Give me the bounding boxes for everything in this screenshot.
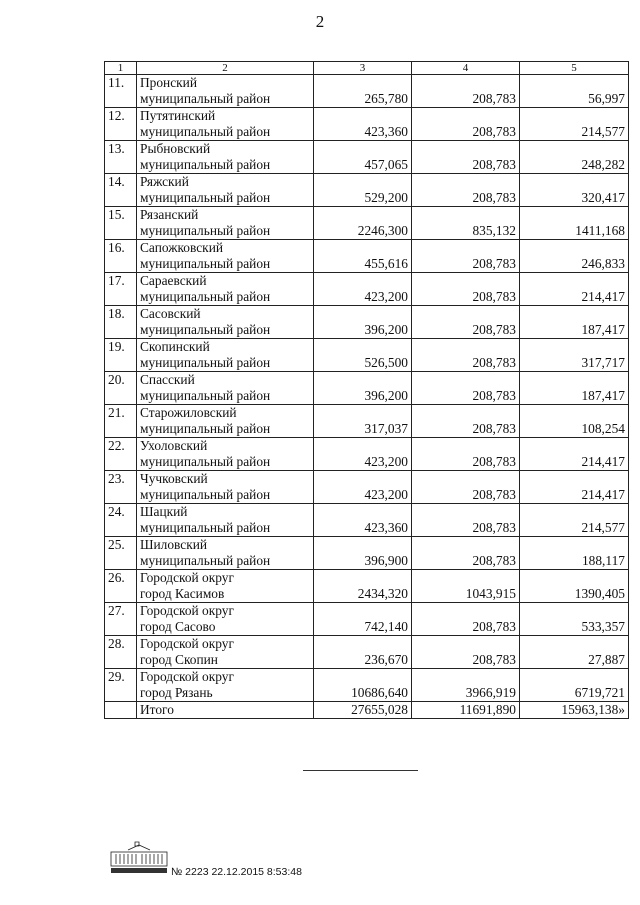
row-name bbox=[137, 504, 314, 537]
row-value-col5: 6719,721 bbox=[520, 669, 629, 702]
row-value-col4: 208,783 bbox=[412, 372, 520, 405]
row-value-col3: 423,200 bbox=[314, 438, 412, 471]
row-name-line-1: Городской округ bbox=[140, 570, 234, 585]
row-name-line-1: Сасовский bbox=[140, 306, 201, 321]
row-value-col3: 529,200 bbox=[314, 174, 412, 207]
row-value-col5: 320,417 bbox=[520, 174, 629, 207]
row-name bbox=[137, 174, 314, 207]
row-name-line-1: Скопинский bbox=[140, 339, 210, 354]
row-value-col4: 208,783 bbox=[412, 405, 520, 438]
row-number: 27. bbox=[105, 603, 137, 636]
table-row bbox=[105, 603, 629, 636]
row-value-col4: 208,783 bbox=[412, 306, 520, 339]
table-row bbox=[105, 174, 629, 207]
row-number: 25. bbox=[105, 537, 137, 570]
row-name-line-2: муниципальный район bbox=[140, 223, 271, 238]
row-number: 26. bbox=[105, 570, 137, 603]
row-name-line-2: муниципальный район bbox=[140, 256, 271, 271]
header-cell-5: 5 bbox=[520, 62, 629, 75]
row-value-col3: 423,200 bbox=[314, 273, 412, 306]
row-value-col5: 214,417 bbox=[520, 438, 629, 471]
table-row bbox=[105, 471, 629, 504]
row-name-line-2: муниципальный район bbox=[140, 190, 271, 205]
row-name-line-2: город Сасово bbox=[140, 619, 216, 634]
row-name-line-2: муниципальный район bbox=[140, 322, 271, 337]
row-name bbox=[137, 372, 314, 405]
row-name bbox=[137, 207, 314, 240]
row-name-line-1: Пронский bbox=[140, 75, 198, 90]
row-value-col5: 188,117 bbox=[520, 537, 629, 570]
row-name-line-1: Сапожковский bbox=[140, 240, 224, 255]
row-name-line-2: муниципальный район bbox=[140, 454, 271, 469]
total-value-col3: 27655,028 bbox=[314, 702, 412, 719]
total-label: Итого bbox=[137, 702, 314, 719]
table-body bbox=[105, 62, 629, 719]
row-value-col3: 526,500 bbox=[314, 339, 412, 372]
row-name-line-1: Ухоловский bbox=[140, 438, 208, 453]
table-row bbox=[105, 339, 629, 372]
total-row-number bbox=[105, 702, 137, 719]
row-value-col3: 455,616 bbox=[314, 240, 412, 273]
row-name bbox=[137, 339, 314, 372]
row-value-col3: 396,200 bbox=[314, 306, 412, 339]
row-value-col5: 27,887 bbox=[520, 636, 629, 669]
row-value-col3: 317,037 bbox=[314, 405, 412, 438]
row-value-col4: 208,783 bbox=[412, 141, 520, 174]
table-row bbox=[105, 537, 629, 570]
row-value-col4: 208,783 bbox=[412, 174, 520, 207]
row-name-line-2: муниципальный район bbox=[140, 157, 271, 172]
table-row bbox=[105, 405, 629, 438]
row-name-line-1: Старожиловский bbox=[140, 405, 237, 420]
row-value-col3: 10686,640 bbox=[314, 669, 412, 702]
registration-stamp: № 2223 22.12.2015 8:53:48 bbox=[171, 866, 302, 878]
row-name-line-2: город Рязань bbox=[140, 685, 213, 700]
table-row bbox=[105, 504, 629, 537]
total-value-col5: 15963,138» bbox=[520, 702, 629, 719]
row-value-col3: 457,065 bbox=[314, 141, 412, 174]
row-name-line-1: Ряжский bbox=[140, 174, 189, 189]
row-number: 12. bbox=[105, 108, 137, 141]
row-value-col5: 1390,405 bbox=[520, 570, 629, 603]
row-name-line-2: муниципальный район bbox=[140, 124, 271, 139]
table-row bbox=[105, 636, 629, 669]
row-value-col3: 742,140 bbox=[314, 603, 412, 636]
header-cell-1: 1 bbox=[105, 62, 137, 75]
table-row bbox=[105, 669, 629, 702]
row-value-col5: 248,282 bbox=[520, 141, 629, 174]
total-row bbox=[105, 702, 629, 719]
table-header-row bbox=[105, 62, 629, 75]
table-row bbox=[105, 141, 629, 174]
row-name-line-1: Городской округ bbox=[140, 636, 234, 651]
row-name bbox=[137, 273, 314, 306]
row-number: 22. bbox=[105, 438, 137, 471]
table-row bbox=[105, 207, 629, 240]
row-name-line-1: Рязанский bbox=[140, 207, 199, 222]
row-value-col4: 835,132 bbox=[412, 207, 520, 240]
row-name-line-2: муниципальный район bbox=[140, 520, 271, 535]
row-name bbox=[137, 306, 314, 339]
row-value-col5: 214,417 bbox=[520, 471, 629, 504]
row-name bbox=[137, 75, 314, 108]
table-row bbox=[105, 570, 629, 603]
row-name bbox=[137, 603, 314, 636]
row-name-line-2: город Касимов bbox=[140, 586, 225, 601]
row-name-line-1: Сараевский bbox=[140, 273, 207, 288]
row-name-line-2: муниципальный район bbox=[140, 487, 271, 502]
row-value-col3: 423,360 bbox=[314, 108, 412, 141]
row-number: 20. bbox=[105, 372, 137, 405]
row-name-line-2: муниципальный район bbox=[140, 91, 271, 106]
row-value-col4: 208,783 bbox=[412, 75, 520, 108]
row-value-col4: 208,783 bbox=[412, 504, 520, 537]
row-value-col5: 214,577 bbox=[520, 504, 629, 537]
row-name-line-1: Городской округ bbox=[140, 603, 234, 618]
row-value-col4: 208,783 bbox=[412, 471, 520, 504]
row-value-col4: 208,783 bbox=[412, 636, 520, 669]
row-value-col5: 187,417 bbox=[520, 306, 629, 339]
row-value-col3: 423,360 bbox=[314, 504, 412, 537]
row-value-col5: 214,577 bbox=[520, 108, 629, 141]
table-row bbox=[105, 273, 629, 306]
row-number: 13. bbox=[105, 141, 137, 174]
building-seal-icon bbox=[108, 840, 170, 876]
signature-divider-line bbox=[303, 770, 418, 771]
row-value-col5: 187,417 bbox=[520, 372, 629, 405]
row-value-col3: 2434,320 bbox=[314, 570, 412, 603]
table-row bbox=[105, 306, 629, 339]
row-name bbox=[137, 240, 314, 273]
row-name-line-1: Шацкий bbox=[140, 504, 188, 519]
row-name bbox=[137, 570, 314, 603]
row-number: 18. bbox=[105, 306, 137, 339]
header-cell-4: 4 bbox=[412, 62, 520, 75]
row-number: 17. bbox=[105, 273, 137, 306]
row-value-col5: 214,417 bbox=[520, 273, 629, 306]
row-value-col3: 396,900 bbox=[314, 537, 412, 570]
row-name bbox=[137, 636, 314, 669]
row-value-col3: 236,670 bbox=[314, 636, 412, 669]
row-value-col4: 208,783 bbox=[412, 603, 520, 636]
row-name bbox=[137, 537, 314, 570]
row-value-col4: 1043,915 bbox=[412, 570, 520, 603]
row-number: 29. bbox=[105, 669, 137, 702]
row-value-col5: 317,717 bbox=[520, 339, 629, 372]
row-name-line-2: муниципальный район bbox=[140, 421, 271, 436]
row-number: 23. bbox=[105, 471, 137, 504]
table-row bbox=[105, 240, 629, 273]
row-value-col4: 208,783 bbox=[412, 108, 520, 141]
row-name-line-1: Рыбновский bbox=[140, 141, 211, 156]
row-name bbox=[137, 471, 314, 504]
row-value-col3: 265,780 bbox=[314, 75, 412, 108]
row-value-col4: 208,783 bbox=[412, 339, 520, 372]
row-value-col5: 56,997 bbox=[520, 75, 629, 108]
row-name bbox=[137, 438, 314, 471]
row-name bbox=[137, 108, 314, 141]
row-value-col3: 396,200 bbox=[314, 372, 412, 405]
header-cell-3: 3 bbox=[314, 62, 412, 75]
row-name-line-1: Путятинский bbox=[140, 108, 216, 123]
row-number: 16. bbox=[105, 240, 137, 273]
row-value-col5: 246,833 bbox=[520, 240, 629, 273]
table-row bbox=[105, 372, 629, 405]
row-name bbox=[137, 405, 314, 438]
row-name-line-2: муниципальный район bbox=[140, 553, 271, 568]
row-number: 21. bbox=[105, 405, 137, 438]
row-name-line-1: Чучковский bbox=[140, 471, 208, 486]
row-number: 19. bbox=[105, 339, 137, 372]
row-value-col5: 533,357 bbox=[520, 603, 629, 636]
header-cell-2: 2 bbox=[137, 62, 314, 75]
allocation-table bbox=[104, 61, 629, 719]
page-number: 2 bbox=[315, 12, 325, 31]
row-name bbox=[137, 669, 314, 702]
row-value-col4: 208,783 bbox=[412, 240, 520, 273]
row-value-col4: 208,783 bbox=[412, 537, 520, 570]
table-row bbox=[105, 108, 629, 141]
row-name-line-2: муниципальный район bbox=[140, 289, 271, 304]
row-number: 28. bbox=[105, 636, 137, 669]
row-name-line-2: муниципальный район bbox=[140, 355, 271, 370]
row-number: 15. bbox=[105, 207, 137, 240]
row-name-line-1: Городской округ bbox=[140, 669, 234, 684]
row-value-col4: 208,783 bbox=[412, 273, 520, 306]
total-value-col4: 11691,890 bbox=[412, 702, 520, 719]
row-value-col4: 208,783 bbox=[412, 438, 520, 471]
row-value-col5: 1411,168 bbox=[520, 207, 629, 240]
row-name bbox=[137, 141, 314, 174]
row-number: 14. bbox=[105, 174, 137, 207]
row-value-col3: 2246,300 bbox=[314, 207, 412, 240]
row-number: 11. bbox=[105, 75, 137, 108]
row-name-line-2: город Скопин bbox=[140, 652, 218, 667]
row-value-col4: 3966,919 bbox=[412, 669, 520, 702]
table-row bbox=[105, 438, 629, 471]
row-value-col3: 423,200 bbox=[314, 471, 412, 504]
row-name-line-2: муниципальный район bbox=[140, 388, 271, 403]
row-name-line-1: Спасский bbox=[140, 372, 195, 387]
row-value-col5: 108,254 bbox=[520, 405, 629, 438]
row-name-line-1: Шиловский bbox=[140, 537, 208, 552]
table-row bbox=[105, 75, 629, 108]
row-number: 24. bbox=[105, 504, 137, 537]
